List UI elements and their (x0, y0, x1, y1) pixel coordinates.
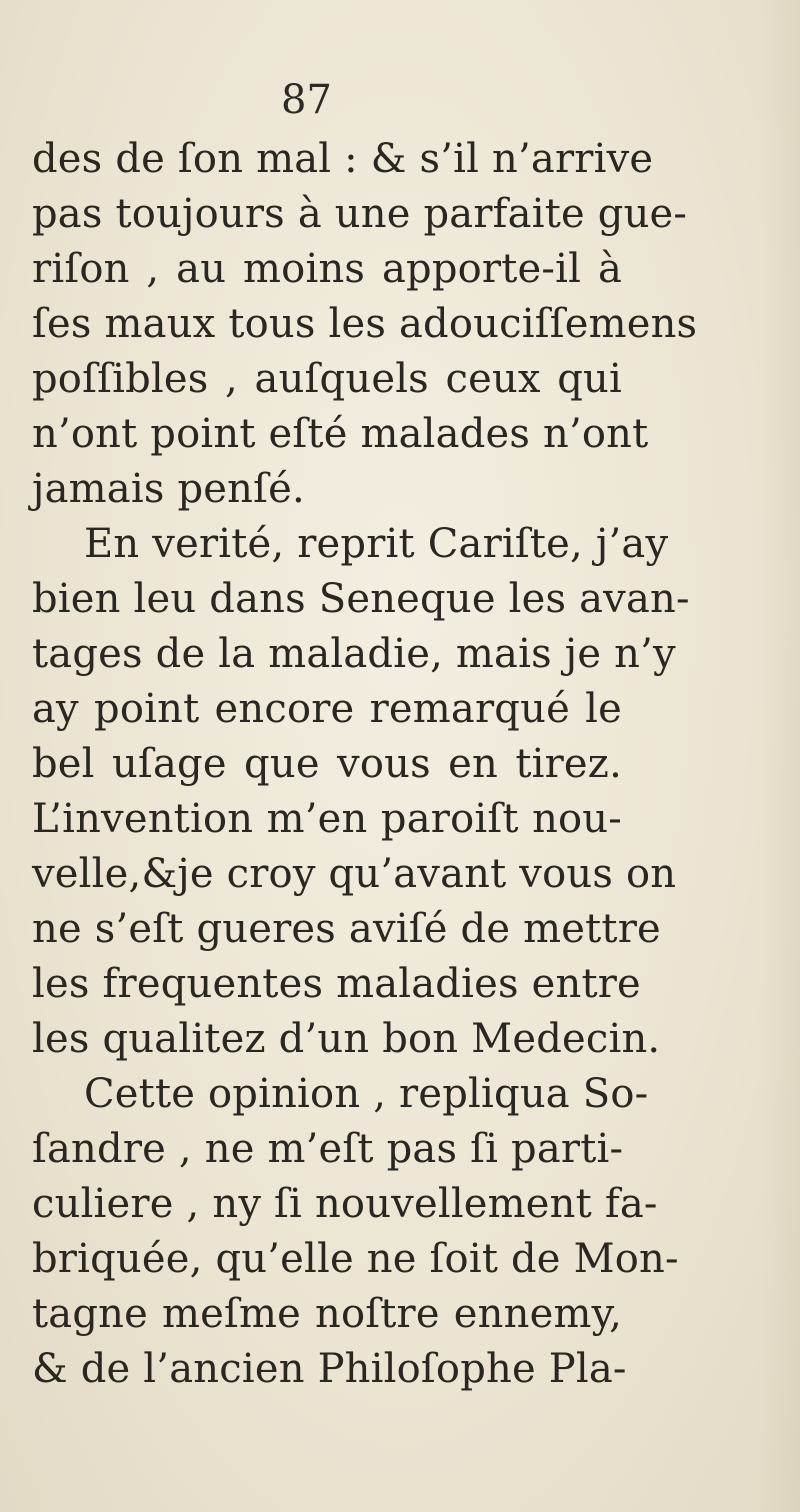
body-text (32, 132, 698, 1397)
text-line: ne s’eſt gueres aviſé de mettre (32, 906, 661, 952)
text-line: briquée, qu’elle ne ſoit de Mon- (32, 1236, 679, 1282)
text-line: ſes maux tous les adouciſſemens (32, 301, 698, 347)
page-number: 87 (281, 77, 332, 123)
text-line: tages de la maladie, mais je n’y (32, 631, 676, 677)
page-edge-shading (760, 0, 800, 1512)
text-line: pas toujours à une parfaite gue- (32, 191, 688, 237)
text-line: les frequentes maladies entre (32, 961, 641, 1007)
text-line: riſon , au moins apporte-il à (32, 246, 622, 292)
text-line: velle,&je croy qu’avant vous on (32, 851, 677, 897)
text-line: poſſibles , auſquels ceux qui (32, 356, 622, 402)
text-line: L’invention m’en paroiſt nou- (32, 796, 622, 842)
text-line: les qualitez d’un bon Medecin. (32, 1016, 661, 1062)
text-line: culiere , ny ſi nouvellement fa- (32, 1181, 658, 1227)
text-line: n’ont point eſté malades n’ont (32, 411, 649, 457)
text-line: ay point encore remarqué le (32, 686, 622, 732)
text-line: jamais penſé. (32, 466, 305, 512)
text-line: bel uſage que vous en tirez. (32, 741, 622, 787)
paragraph-start-line: Cette opinion , repliqua So- (84, 1071, 649, 1117)
text-line: ſandre , ne m’eſt pas ſi parti- (32, 1126, 624, 1172)
text-line: des de ſon mal : & s’il n’arrive (32, 136, 654, 182)
text-line: & de l’ancien Philoſophe Pla- (32, 1346, 627, 1392)
text-line: bien leu dans Seneque les avan- (32, 576, 690, 622)
paragraph-start-line: En verité, reprit Cariſte, j’ay (84, 521, 669, 567)
text-line: tagne meſme noſtre ennemy, (32, 1291, 622, 1337)
